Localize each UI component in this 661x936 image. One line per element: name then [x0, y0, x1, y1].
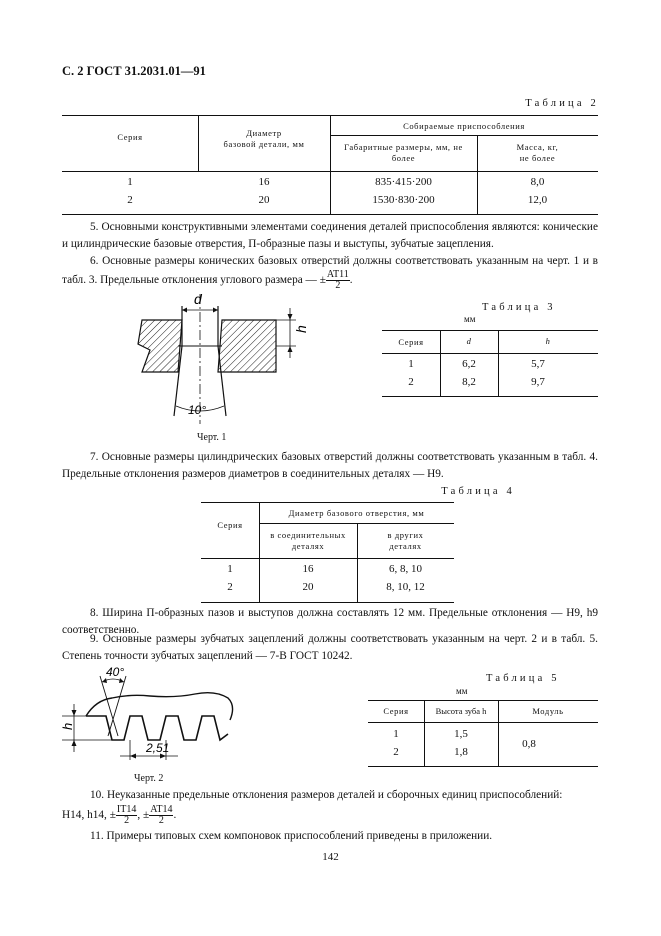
table3-unit: мм	[464, 314, 476, 324]
t2-col-diameter: Диаметр базовой детали, мм	[223, 128, 305, 149]
paragraph-11: 11. Примеры типовых схем компоновок приспособлений приведены в приложении.	[90, 830, 493, 842]
t3-r1-series: 1	[408, 358, 414, 370]
table5-unit: мм	[456, 686, 468, 696]
t4-col-other: в других деталях	[387, 530, 424, 551]
fig2-label-angle: 40°	[106, 665, 125, 679]
figure-2-caption: Черт. 2	[134, 773, 164, 784]
t4-r1-series: 1	[227, 563, 233, 575]
t2-r2-mass: 12,0	[527, 194, 548, 206]
paragraph-10-line2: Н14, h14, ± $\frac{IT14}{2}$ , ± $\frac{AT14}{2}$ .	[62, 804, 177, 826]
fraction-at14: $\frac{AT14}{2}$	[150, 804, 173, 826]
t2-r2-series: 2	[127, 194, 133, 206]
t2-col-series: Серия	[117, 132, 143, 142]
t3-head-h: h	[545, 336, 551, 346]
paragraph-10: 10. Неуказанные предельные отклонения размеров деталей и сборочных единиц приспособлений:	[90, 789, 563, 801]
paragraph-9: 9. Основные размеры зубчатых зацеплений должны соответствовать указанным на черт. 2 и в табл. 5. Степень точности зубчатых зацеплений — 7-В ГОСТ 10242.	[62, 633, 598, 662]
paragraph-6: 6. Основные размеры конических базовых отверстий должны соответствовать указанным на черт. 1 и в табл. 3. Предельные отклонения углового размера — ± $\frac{AT11}{2}$ .	[62, 255, 598, 291]
t3-r2-series: 2	[408, 376, 414, 388]
t5-r2-series: 2	[393, 746, 399, 758]
fraction-at11: $\frac{AT11}{2}$	[326, 269, 349, 291]
fig2-label-h: h	[60, 722, 75, 730]
table3-caption: Таблица 3	[482, 302, 556, 313]
t2-r2-diameter: 20	[258, 194, 270, 206]
t4-r1-other: 6, 8, 10	[389, 563, 422, 575]
t4-col-group: Диаметр базового отверстия, мм	[288, 508, 425, 518]
t2-r2-dims: 1530·830·200	[372, 194, 435, 206]
t3-r2-d: 8,2	[462, 376, 476, 388]
t4-r1-conn: 16	[302, 563, 314, 575]
t5-head-series: Серия	[383, 706, 409, 716]
t3-r1-h: 5,7	[531, 358, 545, 370]
figure-2-drawing	[60, 664, 240, 776]
fig1-label-angle: 10°	[188, 403, 207, 417]
t5-r1-height: 1,5	[454, 728, 468, 740]
t2-r1-mass: 8,0	[530, 176, 545, 188]
t4-col-series: Серия	[217, 520, 243, 530]
t5-module: 0,8	[522, 738, 536, 750]
t2-r1-diameter: 16	[258, 176, 270, 188]
t4-r2-other: 8, 10, 12	[386, 581, 425, 593]
paragraph-8: 8. Ширина П-образных пазов и выступов должна составлять 12 мм. Предельные отклонения — Н9, h9 соответственно.	[62, 607, 598, 636]
t3-r2-h: 9,7	[531, 376, 545, 388]
table4-caption: Таблица 4	[441, 486, 515, 497]
t5-head-height: Высота зуба h	[435, 706, 487, 716]
t2-r1-series: 1	[127, 176, 133, 188]
t4-r2-conn: 20	[302, 581, 314, 593]
t2-col-mass: Масса, кг, не более	[516, 142, 559, 163]
t3-r1-d: 6,2	[462, 358, 476, 370]
fig2-label-pitch: 2,51	[146, 741, 170, 755]
table5-caption: Таблица 5	[486, 673, 560, 684]
t3-head-d: d	[466, 336, 472, 346]
t4-r2-series: 2	[227, 581, 233, 593]
figure-1-caption: Черт. 1	[197, 432, 227, 443]
table2-caption: Таблица 2	[525, 98, 599, 109]
t2-col-dims: Габаритные размеры, мм, не более	[344, 142, 463, 163]
t5-r2-height: 1,8	[454, 746, 468, 758]
figure-1-drawing	[130, 288, 310, 428]
t3-head-series: Серия	[398, 337, 424, 347]
t2-col-group: Собираемые приспособления	[403, 121, 525, 131]
paragraph-5: 5. Основными конструктивными элементами соединения деталей приспособления являются: конические и цилиндрические базовые отверстия, П-образные пазы и выступы, зубчатые зацепления.	[62, 221, 598, 250]
fig1-label-d: d	[194, 291, 202, 307]
page-number: 142	[322, 851, 339, 863]
fig1-label-h: h	[293, 325, 309, 333]
page-header: С. 2 ГОСТ 31.2031.01—91	[62, 64, 206, 78]
t2-r1-dims: 835·415·200	[375, 176, 432, 188]
t4-col-conn: в соединительных деталях	[270, 530, 346, 551]
t5-head-module: Модуль	[532, 706, 564, 716]
fraction-it14: $\frac{IT14}{2}$	[116, 804, 137, 826]
paragraph-7: 7. Основные размеры цилиндрических базовых отверстий должны соответствовать указанным в табл. 4. Предельные отклонения размеров диаметров в соединительных деталях — Н9.	[62, 451, 598, 480]
t5-r1-series: 1	[393, 728, 399, 740]
